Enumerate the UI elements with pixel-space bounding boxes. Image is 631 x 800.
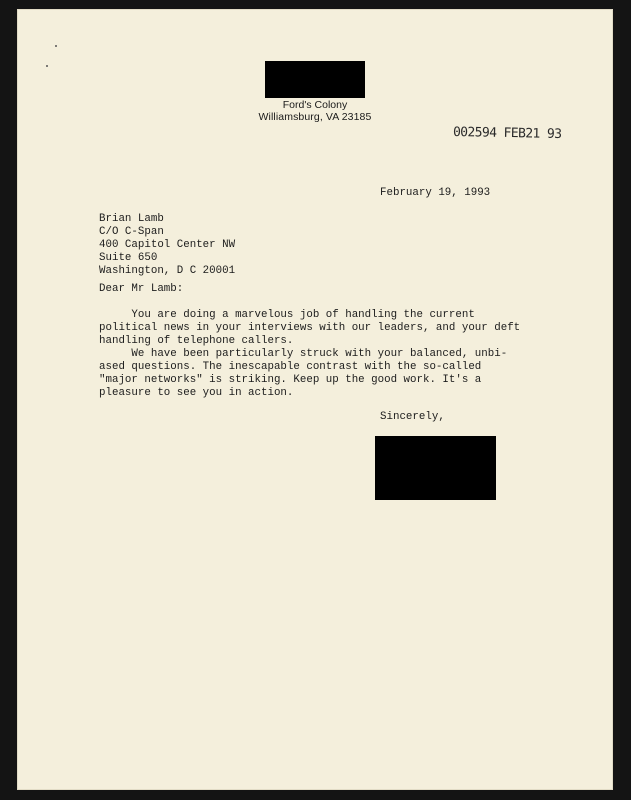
address-line: Washington, D C 20001 xyxy=(99,265,236,277)
letter-date: February 19, 1993 xyxy=(380,187,491,199)
closing: Sincerely, xyxy=(380,411,445,423)
redacted-signature xyxy=(375,436,496,500)
paper-speck xyxy=(55,45,57,47)
received-stamp: 002594 FEB21 93 xyxy=(452,125,562,142)
body-line: pleasure to see you in action. xyxy=(99,387,294,399)
salutation: Dear Mr Lamb: xyxy=(99,283,184,295)
paper-speck xyxy=(46,65,48,67)
address-line: Brian Lamb xyxy=(99,213,164,225)
letterhead-name: Ford's Colony xyxy=(282,99,348,111)
body-line: political news in your interviews with our leaders, and your deft xyxy=(99,322,521,334)
redacted-letterhead-logo xyxy=(265,61,365,98)
body-line: You are doing a marvelous job of handling the current xyxy=(99,309,475,321)
address-line: C/O C-Span xyxy=(99,226,164,238)
letterhead-address: Williamsburg, VA 23185 xyxy=(258,111,372,123)
body-line: ased questions. The inescapable contrast with the so-called xyxy=(99,361,482,373)
letter-body xyxy=(99,309,520,400)
body-line: We have been particularly struck with your balanced, unbi- xyxy=(99,348,508,360)
address-line: Suite 650 xyxy=(99,252,158,264)
body-line: handling of telephone callers. xyxy=(99,335,294,347)
recipient-address xyxy=(99,213,235,278)
address-line: 400 Capitol Center NW xyxy=(99,239,236,251)
body-line: "major networks" is striking. Keep up the good work. It's a xyxy=(99,374,482,386)
